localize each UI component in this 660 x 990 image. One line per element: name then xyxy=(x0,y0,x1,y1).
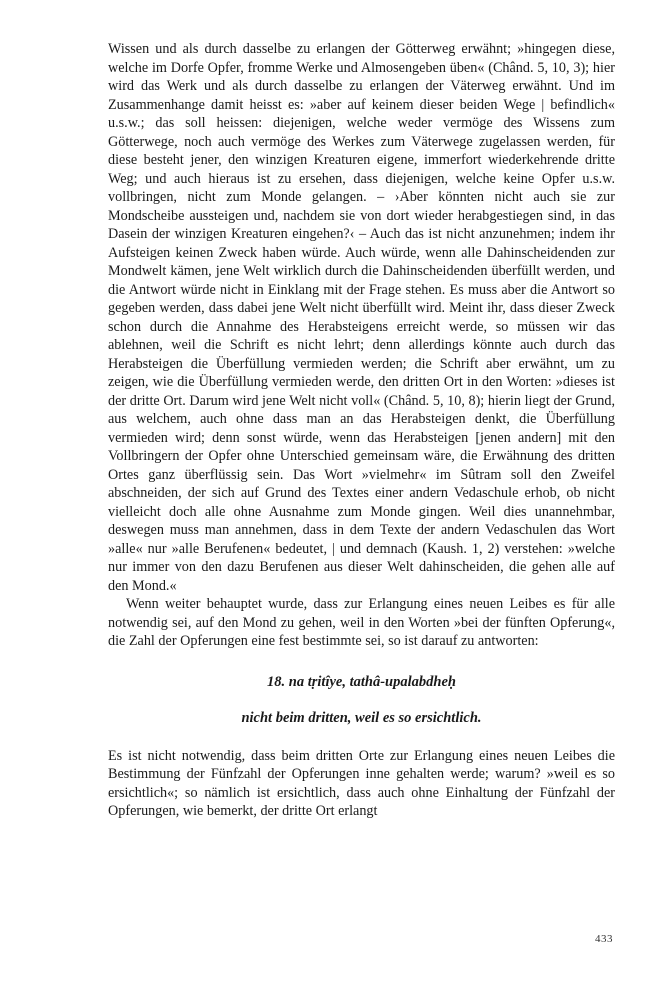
sutra-heading: 18. na tṛitîye, tathâ-upalabdheḥ xyxy=(267,673,456,690)
paragraph-commentary: Es ist nicht notwendig, dass beim dritten Orte zur Erlangung eines neuen Leibes die Bestimmung der Fünfzahl der Opferungen inne gehalten werde; warum? »weil es so ersichtlich«; so nämlich ist ersichtlich, dass auch ohne Einhaltung der Fünfzahl der Opferungen, wie bemerkt, der dritte Ort erlangt xyxy=(108,747,615,819)
sutra-translation: nicht beim dritten, weil es so ersichtlich. xyxy=(241,709,482,726)
page-body xyxy=(108,40,615,821)
paragraph-objection: Wenn weiter behauptet wurde, dass zur Erlangung eines neuen Leibes es für alle notwendig sei, auf den Mond zu gehen, weil in den Worten »bei der fünften Opferung«, die Zahl der Opferungen eine fest bestimmte sei, so ist darauf zu antworten: xyxy=(108,596,615,649)
page-number: 433 xyxy=(595,933,613,945)
paragraph-continuation: Wissen und als durch dasselbe zu erlangen der Götterweg erwähnt; »hingegen diese, welche im Dorfe Opfer, fromme Werke und Almosengeben üben« (Chând. 5, 10, 3); hier wird das Werk und als durch dasselbe zu erlangen der Väterweg erwähnt. Und im Zusammenhange damit heisst es: »aber auf keinem dieser beiden Wege | befindlich« u.s.w.; das soll heissen: diejenigen, welche weder vermöge des Wissens zum Götterwege, noch auch vermöge des Werkes zum Väterwege zugelassen werden, für diese besteht jener, den winzigen Kreaturen eigene, immerfort wiederkehrende dritte Weg; und auch hieraus ist zu ersehen, dass diejenigen, welche keine Opfer u.s.w. vollbringen, nicht zum Monde gelangen. – ›Aber könnten nicht auch sie zur Mondscheibe aussteigen und, nachdem sie von dort wieder herabgestiegen sind, in das Dasein der winzigen Kreaturen eingehen?‹ – Auch das ist nicht anzunehmen; indem ihr Aufsteigen keinen Zweck haben würde. Auch würde, wenn alle Dahinscheidenden zur Mondwelt kämen, jene Welt wirklich durch die Dahinscheidenden überfüllt werden, und die Antwort würde nicht in Einklang mit der Frage stehen. Es muss aber die Antwort so gegeben werden, dass dabei jene Welt nicht überfüllt wird. Meint ihr, dass dieser Zweck schon durch die Annahme des Herabsteigens erreicht werde, so müssen wir das ablehnen, weil die Schrift es nicht lehrt; denn allerdings könnte auch durch das Herabsteigen die Überfüllung vermieden werden; die Schrift aber erwähnt, um zu zeigen, wie die Überfüllung vermieden werde, den dritten Ort in den Worten: »dieses ist der dritte Ort. Darum wird jene Welt nicht voll« (Chând. 5, 10, 8); hierin liegt der Grund, aus welchem, auch ohne dass man an das Herabsteigen denkt, die Überfüllung vermieden wird; denn sonst würde, wenn das Herabsteigen [jenen andern] mit den Vollbringern der Opfer ohne Unterschied gemeinsam wäre, die Erwähnung des dritten Ortes ganz überflüssig sein. Das Wort »vielmehr« im Sûtram soll den Zweifel abschneiden, der sich auf Grund des Textes einer andern Vedaschule erhob, ob nicht vielleicht doch alle ohne Ausnahme zum Monde gingen. Weil dies unannehmbar, deswegen muss man annehmen, dass in dem Texte der andern Vedaschulen das Wort »alle« nur »alle Berufenen« bedeutet, | und demnach (Kaush. 1, 2) verstehen: »welche nur immer von den dazu Berufenen aus dieser Welt dahinscheiden, die gehen alle auf den Mond.« xyxy=(108,41,615,594)
